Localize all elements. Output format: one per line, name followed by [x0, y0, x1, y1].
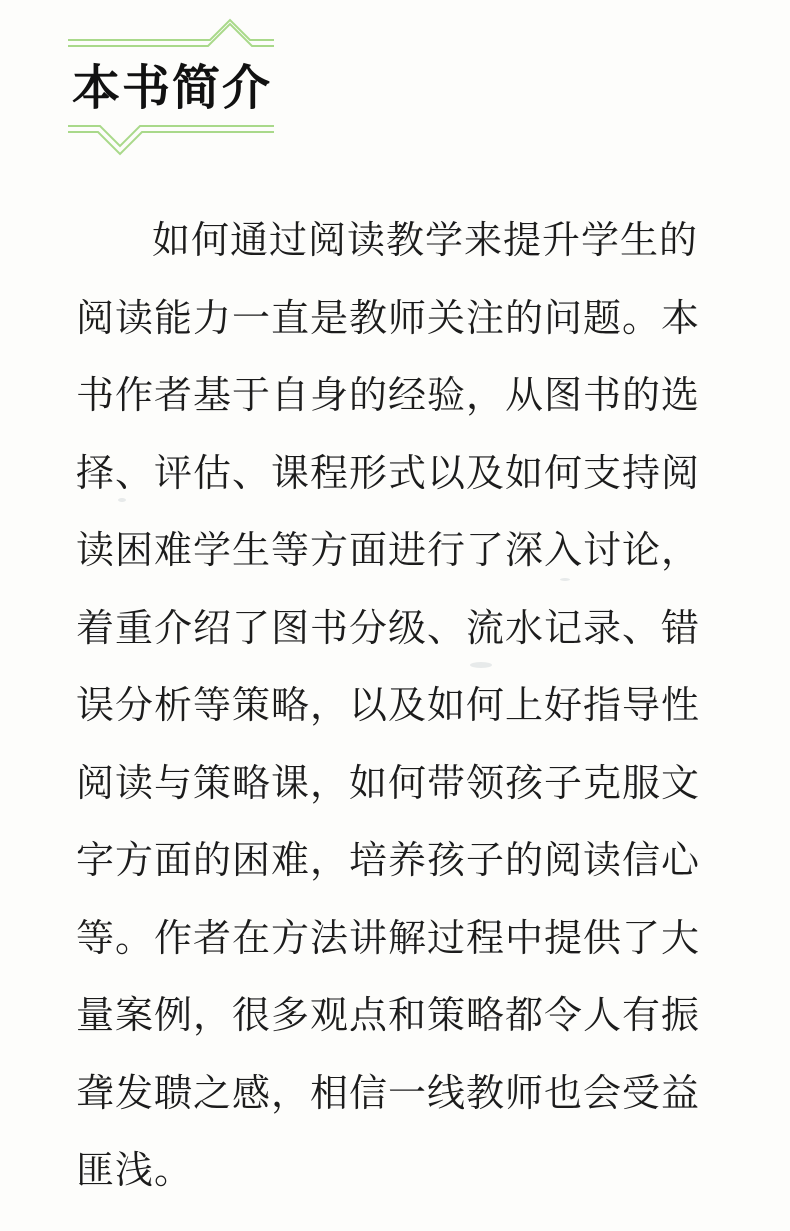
- print-speck: [470, 662, 492, 668]
- print-speck: [118, 498, 126, 502]
- intro-paragraph: 如何通过阅读教学来提升学生的阅读能力一直是教师关注的问题。本书作者基于自身的经验，从图书的选择、评估、课程形式以及如何支持阅读困难学生等方面进行了深入讨论，着重介绍了图书分级、流水记录、错误分析等策略，以及如何上好指导性阅读与策略课，如何带领孩子克服文字方面的困难，培养孩子的阅读信心等。作者在方法讲解过程中提供了大量案例，很多观点和策略都令人有振聋发聩之感，相信一线教师也会受益匪浅。: [76, 218, 701, 1192]
- print-speck: [560, 578, 570, 581]
- page-title: 本书简介: [72, 60, 273, 116]
